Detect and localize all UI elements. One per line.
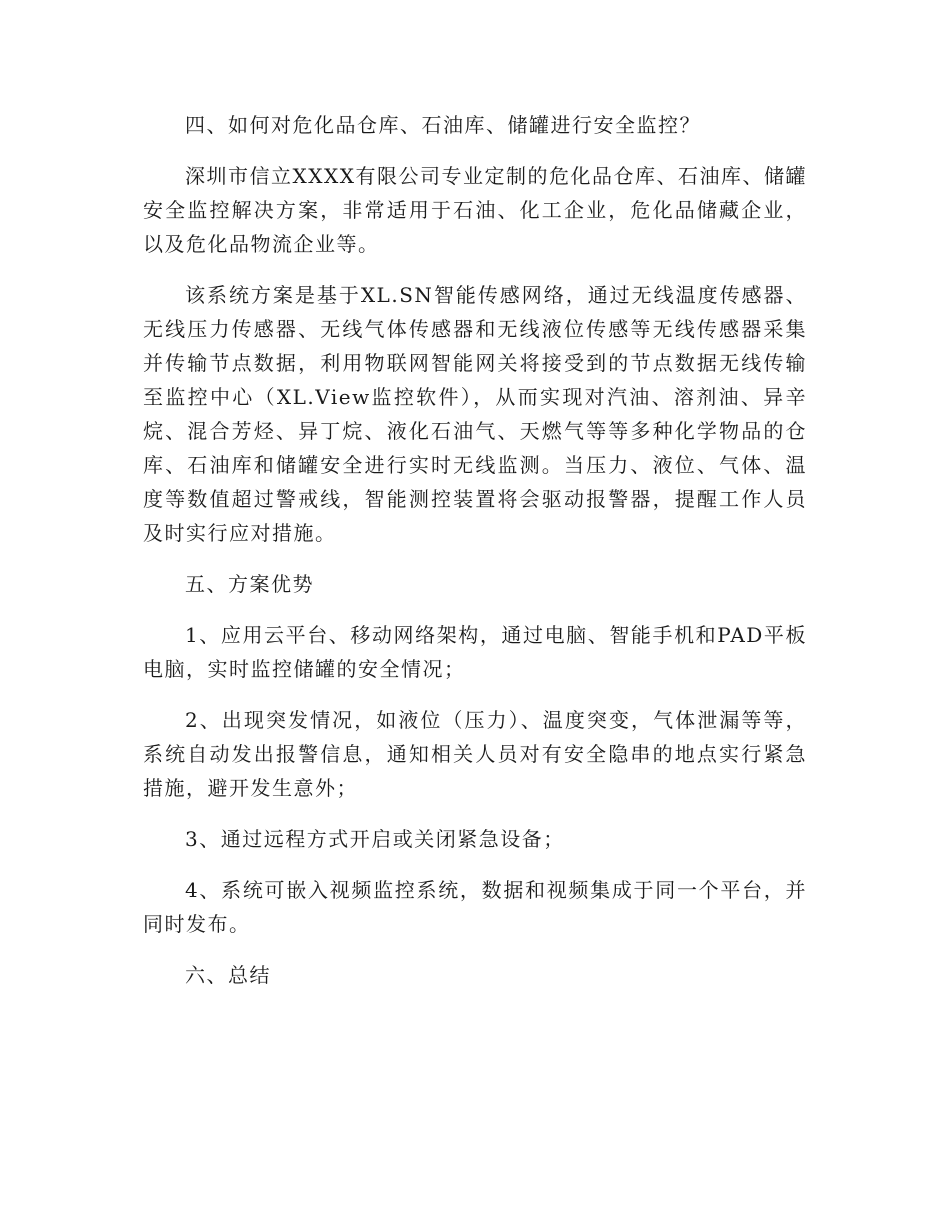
advantage-item-3: 3、通过远程方式开启或关闭紧急设备； xyxy=(185,827,565,851)
advantage-item-2: 2、出现突发情况，如液位（压力）、温度突变，气体泄漏等等，系统自动发出报警信息，通知相关人员对有安全隐串的地点实行紧急措施，避开发生意外； xyxy=(143,708,807,800)
section-heading-4: 四、如何对危化品仓库、石油库、储罐进行安全监控？ xyxy=(185,113,701,137)
section-heading-6: 六、总结 xyxy=(185,963,271,987)
section-heading-5: 五、方案优势 xyxy=(185,572,314,596)
advantage-item-4: 4、系统可嵌入视频监控系统，数据和视频集成于同一个平台，并同时发布。 xyxy=(143,878,807,936)
advantage-item-1: 1、应用云平台、移动网络架构，通过电脑、智能手机和PAD平板电脑，实时监控储罐的安全情况； xyxy=(143,623,807,681)
paragraph-system-description: 该系统方案是基于XL.SN智能传感网络，通过无线温度传感器、无线压力传感器、无线气体传感器和无线液位传感等无线传感器采集并传输节点数据，利用物联网智能网关将接受到的节点数据无线传输至监控中心（XL.View监控软件），从而实现对汽油、溶剂油、异辛烷、混合芳烃、异丁烷、液化石油气、天燃气等等多种化学物品的仓库、石油库和储罐安全进行实时无线监测。当压力、液位、气体、温度等数值超过警戒线，智能测控装置将会驱动报警器，提醒工作人员及时实行应对措施。 xyxy=(143,283,807,545)
document-body xyxy=(143,108,807,1009)
paragraph-company-solution: 深圳市信立XXXX有限公司专业定制的危化品仓库、石油库、储罐安全监控解决方案，非常适用于石油、化工企业，危化品储藏企业，以及危化品物流企业等。 xyxy=(143,164,807,256)
